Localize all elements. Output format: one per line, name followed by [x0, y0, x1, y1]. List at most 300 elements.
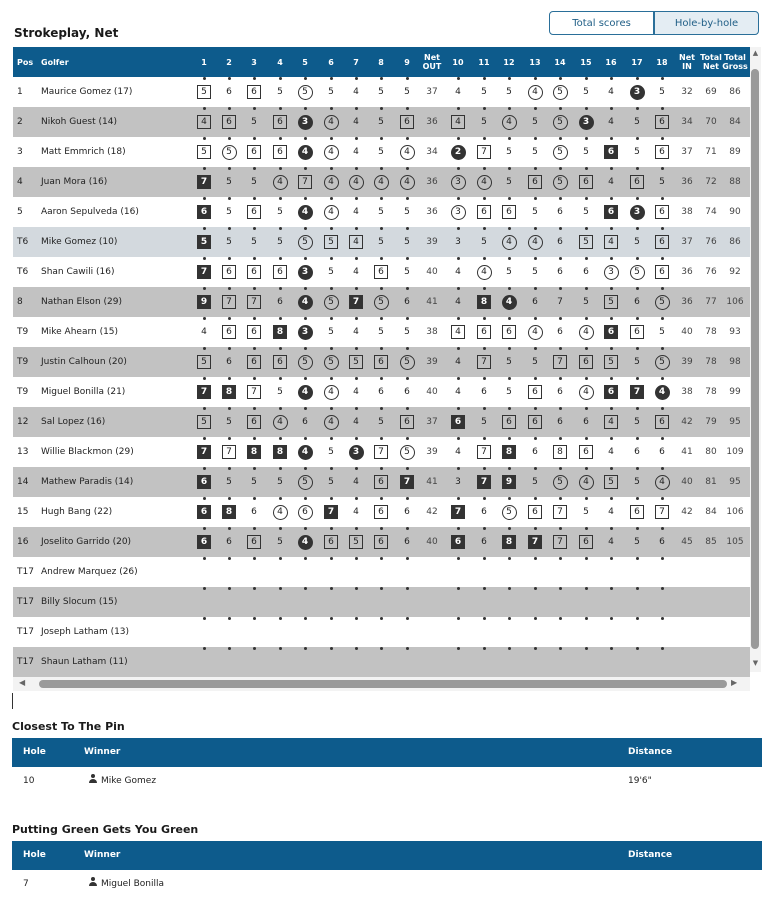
- hole-score-8: 5: [378, 87, 384, 97]
- hole-score-13: 6: [532, 447, 538, 457]
- hole-score-4: 6: [273, 145, 287, 159]
- net-in: 36: [681, 297, 693, 307]
- stroke-dot: [355, 617, 358, 620]
- hole-score-11: 6: [477, 325, 491, 339]
- golfer-name[interactable]: Hugh Bang (22): [41, 507, 113, 517]
- golfer-name[interactable]: Nathan Elson (29): [41, 297, 122, 307]
- position: 4: [17, 177, 23, 187]
- hole-score-12: 5: [502, 505, 517, 520]
- hole-score-16: 6: [604, 145, 618, 159]
- ctp-hole-header: Hole: [23, 747, 46, 757]
- stroke-dot: [508, 617, 511, 620]
- golfer-name[interactable]: Billy Slocum (15): [41, 597, 118, 607]
- horizontal-scrollbar[interactable]: [13, 677, 750, 691]
- golfer-row[interactable]: [13, 377, 750, 407]
- net-in: [675, 587, 699, 617]
- pg-title: Putting Green Gets You Green: [12, 823, 199, 836]
- net-in-header: Net IN: [679, 53, 695, 71]
- golfer-row[interactable]: [13, 227, 750, 257]
- scroll-right-icon[interactable]: ▶: [731, 678, 738, 687]
- total-gross: 98: [729, 357, 741, 367]
- hole-score-13: 4: [528, 85, 543, 100]
- stroke-dot: [406, 617, 409, 620]
- hole-score-15: 5: [583, 207, 589, 217]
- hole-score-17: 3: [630, 85, 645, 100]
- golfer-row[interactable]: [13, 527, 750, 557]
- hole-score-14: 7: [553, 355, 567, 369]
- golfer-name[interactable]: Justin Calhoun (20): [41, 357, 127, 367]
- golfer-row[interactable]: [13, 287, 750, 317]
- stroke-dot: [457, 137, 460, 140]
- hole-score-18: 5: [659, 87, 665, 97]
- hole-score-3: [246, 654, 262, 670]
- hole-score-14: 6: [557, 207, 563, 217]
- hole-score-7: 4: [349, 175, 364, 190]
- hole-score-10: 4: [455, 447, 461, 457]
- stroke-dot: [355, 587, 358, 590]
- stroke-dot: [203, 77, 206, 80]
- net-out: 40: [426, 267, 438, 277]
- golfer-name[interactable]: Sal Lopez (16): [41, 417, 106, 427]
- hole-score-14: 5: [553, 475, 568, 490]
- hole-score-12: 5: [506, 87, 512, 97]
- stroke-dot: [406, 347, 409, 350]
- total-net: 79: [705, 417, 717, 427]
- hole-score-8: 6: [374, 475, 388, 489]
- stroke-dot: [380, 167, 383, 170]
- total-gross: [723, 587, 747, 617]
- golfer-row[interactable]: [13, 407, 750, 437]
- hole-score-12: 6: [502, 415, 516, 429]
- hole-score-10: 4: [455, 87, 461, 97]
- golfer-row[interactable]: [13, 587, 750, 617]
- hole-score-15: 3: [579, 115, 594, 130]
- hole-score-16: 4: [608, 87, 614, 97]
- hole-score-5: 4: [298, 535, 313, 550]
- golfer-name[interactable]: Maurice Gomez (17): [41, 87, 133, 97]
- pg-winner-name[interactable]: Miguel Bonilla: [101, 879, 164, 889]
- total-gross: 89: [729, 147, 741, 157]
- stroke-dot: [585, 377, 588, 380]
- stroke-dot: [610, 407, 613, 410]
- hole-by-hole-button[interactable]: Hole-by-hole: [654, 11, 759, 35]
- stroke-dot: [636, 527, 639, 530]
- hole-score-13: [527, 564, 543, 580]
- stroke-dot: [330, 527, 333, 530]
- net-in: 37: [681, 147, 693, 157]
- hole-score-3: 6: [251, 507, 257, 517]
- hole-score-3: 8: [247, 445, 261, 459]
- hole-score-13: 6: [528, 505, 542, 519]
- stroke-dot: [279, 287, 282, 290]
- hole-score-12: 6: [502, 205, 516, 219]
- hole-score-8: 5: [378, 327, 384, 337]
- hole-score-14: 5: [553, 115, 568, 130]
- golfer-name[interactable]: Willie Blackmon (29): [41, 447, 134, 457]
- net-in: 36: [681, 267, 693, 277]
- hole-score-3: 5: [251, 117, 257, 127]
- stroke-dot: [534, 257, 537, 260]
- total-net: 70: [705, 117, 717, 127]
- total-net: 84: [705, 507, 717, 517]
- hole-score-5: 5: [298, 85, 313, 100]
- golfer-name[interactable]: Juan Mora (16): [41, 177, 108, 187]
- hole-score-18: 5: [659, 327, 665, 337]
- stroke-dot: [330, 647, 333, 650]
- hole-score-12: 8: [502, 535, 516, 549]
- stroke-dot: [304, 377, 307, 380]
- total-gross: 95: [729, 417, 741, 427]
- stroke-dot: [203, 137, 206, 140]
- stroke-dot: [534, 317, 537, 320]
- hole-score-15: [578, 564, 594, 580]
- golfer-name[interactable]: Nikoh Guest (14): [41, 117, 117, 127]
- hole-score-7: 3: [349, 445, 364, 460]
- hole-score-5: 4: [298, 205, 313, 220]
- scroll-down-icon[interactable]: ▼: [752, 659, 759, 667]
- stroke-dot: [661, 137, 664, 140]
- hole-score-4: 5: [277, 477, 283, 487]
- stroke-dot: [304, 347, 307, 350]
- hole-score-6: 5: [328, 327, 334, 337]
- hole-score-4: 8: [273, 325, 287, 339]
- hole-score-18: 6: [655, 235, 669, 249]
- stroke-dot: [253, 467, 256, 470]
- hole-score-1: 5: [197, 415, 211, 429]
- stroke-dot: [406, 407, 409, 410]
- stroke-dot: [330, 137, 333, 140]
- stroke-dot: [508, 197, 511, 200]
- scroll-up-icon[interactable]: ▲: [752, 49, 759, 57]
- total-net: 78: [705, 327, 717, 337]
- golfer-name[interactable]: Mathew Paradis (14): [41, 477, 134, 487]
- hole-score-4: 5: [277, 87, 283, 97]
- stroke-dot: [355, 647, 358, 650]
- stroke-dot: [483, 527, 486, 530]
- stroke-dot: [636, 77, 639, 80]
- stroke-dot: [228, 77, 231, 80]
- stroke-dot: [406, 587, 409, 590]
- hole-score-18: [654, 624, 670, 640]
- golfer-row[interactable]: [13, 107, 750, 137]
- stroke-dot: [636, 257, 639, 260]
- hole-score-2: 5: [226, 207, 232, 217]
- stroke-dot: [279, 497, 282, 500]
- pg-distance-header: Distance: [628, 850, 673, 860]
- stroke-dot: [457, 77, 460, 80]
- hole-header-7: 7: [353, 57, 359, 67]
- hole-score-4: 6: [273, 355, 287, 369]
- stroke-dot: [610, 197, 613, 200]
- golfer-name[interactable]: Mike Ahearn (15): [41, 327, 119, 337]
- hole-score-7: 4: [353, 387, 359, 397]
- hole-score-16: 3: [604, 265, 619, 280]
- hole-score-7: 4: [353, 267, 359, 277]
- hole-score-16: 4: [604, 415, 618, 429]
- golfer-row[interactable]: [13, 557, 750, 587]
- ctp-header: [12, 738, 762, 767]
- stroke-dot: [636, 197, 639, 200]
- hole-score-2: 5: [226, 477, 232, 487]
- total-net: [699, 587, 723, 617]
- stroke-dot: [610, 77, 613, 80]
- vertical-scroll-thumb[interactable]: [751, 69, 759, 649]
- stroke-dot: [380, 557, 383, 560]
- stroke-dot: [534, 557, 537, 560]
- golfer-name[interactable]: Aaron Sepulveda (16): [41, 207, 139, 217]
- stroke-dot: [508, 317, 511, 320]
- stroke-dot: [610, 227, 613, 230]
- stroke-dot: [508, 407, 511, 410]
- stroke-dot: [508, 107, 511, 110]
- ctp-winner[interactable]: [88, 767, 156, 795]
- stroke-dot: [279, 167, 282, 170]
- vertical-scrollbar[interactable]: [750, 47, 761, 672]
- hole-score-15: [578, 654, 594, 670]
- stroke-dot: [534, 437, 537, 440]
- hole-score-12: 5: [506, 177, 512, 187]
- golfer-name[interactable]: Mike Gomez (10): [41, 237, 118, 247]
- stroke-dot: [610, 647, 613, 650]
- net-out: 40: [426, 537, 438, 547]
- stroke-dot: [406, 257, 409, 260]
- pg-winner[interactable]: [88, 870, 164, 898]
- hole-score-14: 6: [557, 387, 563, 397]
- hole-score-1: 7: [197, 175, 211, 189]
- golfer-row[interactable]: [13, 347, 750, 377]
- golfer-row[interactable]: [13, 197, 750, 227]
- stroke-dot: [330, 287, 333, 290]
- stroke-dot: [585, 497, 588, 500]
- stroke-dot: [304, 287, 307, 290]
- stroke-dot: [253, 377, 256, 380]
- stroke-dot: [636, 467, 639, 470]
- stroke-dot: [585, 617, 588, 620]
- stroke-dot: [380, 617, 383, 620]
- golfer-row[interactable]: [13, 467, 750, 497]
- stroke-dot: [559, 497, 562, 500]
- hole-score-12: 5: [506, 387, 512, 397]
- hole-score-16: 4: [608, 447, 614, 457]
- hole-score-11: 7: [477, 145, 491, 159]
- hole-score-16: 5: [604, 475, 618, 489]
- stroke-dot: [380, 377, 383, 380]
- stroke-dot: [636, 587, 639, 590]
- golfer-row[interactable]: [13, 167, 750, 197]
- hole-score-2: 6: [222, 325, 236, 339]
- hole-score-12: 4: [502, 295, 517, 310]
- hole-score-6: [323, 654, 339, 670]
- stroke-dot: [203, 647, 206, 650]
- golfer-row[interactable]: [13, 617, 750, 647]
- stroke-dot: [203, 407, 206, 410]
- stroke-dot: [483, 137, 486, 140]
- stroke-dot: [203, 377, 206, 380]
- stroke-dot: [304, 407, 307, 410]
- hole-score-1: 4: [197, 115, 211, 129]
- pg-hole: 7: [23, 879, 29, 889]
- golfer-row[interactable]: [13, 137, 750, 167]
- hole-score-5: 6: [298, 505, 313, 520]
- hole-header-11: 11: [478, 57, 490, 67]
- hole-score-3: 5: [251, 177, 257, 187]
- hole-score-15: [578, 624, 594, 640]
- stroke-dot: [228, 257, 231, 260]
- stroke-dot: [279, 107, 282, 110]
- golfer-row[interactable]: [13, 77, 750, 107]
- stroke-dot: [406, 377, 409, 380]
- golfer-name[interactable]: Shan Cawili (16): [41, 267, 115, 277]
- stroke-dot: [457, 647, 460, 650]
- stroke-dot: [661, 557, 664, 560]
- stroke-dot: [559, 137, 562, 140]
- hole-score-15: 6: [583, 267, 589, 277]
- hole-score-7: 5: [349, 355, 363, 369]
- hole-score-1: 6: [197, 475, 211, 489]
- hole-score-17: 6: [630, 505, 644, 519]
- hole-score-18: 6: [655, 415, 669, 429]
- net-out: 41: [426, 477, 438, 487]
- stroke-dot: [559, 317, 562, 320]
- hole-score-11: 4: [477, 175, 492, 190]
- hole-score-3: 6: [247, 265, 261, 279]
- total-net: 69: [705, 87, 717, 97]
- stroke-dot: [483, 617, 486, 620]
- stroke-dot: [380, 197, 383, 200]
- hole-score-12: 9: [502, 475, 516, 489]
- hole-score-7: 5: [349, 535, 363, 549]
- hole-header-1: 1: [201, 57, 207, 67]
- hole-score-14: [552, 654, 568, 670]
- net-in: 37: [681, 237, 693, 247]
- golfer-name[interactable]: Andrew Marquez (26): [41, 567, 138, 577]
- stroke-dot: [457, 587, 460, 590]
- golfer-name[interactable]: Shaun Latham (11): [41, 657, 128, 667]
- hole-score-12: 4: [502, 235, 517, 250]
- hole-score-15: [578, 594, 594, 610]
- stroke-dot: [610, 527, 613, 530]
- horizontal-scroll-thumb[interactable]: [39, 680, 727, 688]
- hole-score-3: [246, 564, 262, 580]
- stroke-dot: [330, 197, 333, 200]
- hole-score-15: 4: [579, 475, 594, 490]
- stroke-dot: [253, 497, 256, 500]
- hole-score-6: 5: [324, 235, 338, 249]
- hole-score-11: 5: [481, 87, 487, 97]
- stroke-dot: [636, 287, 639, 290]
- golfer-row[interactable]: [13, 317, 750, 347]
- hole-score-8: 5: [378, 147, 384, 157]
- stroke-dot: [330, 107, 333, 110]
- position: T17: [17, 627, 34, 637]
- stroke-dot: [508, 647, 511, 650]
- hole-score-6: 5: [324, 295, 339, 310]
- stroke-dot: [380, 347, 383, 350]
- golfer-name[interactable]: Joseph Latham (13): [41, 627, 130, 637]
- hole-score-18: 6: [655, 265, 669, 279]
- hole-score-17: 5: [634, 477, 640, 487]
- net-in: 45: [681, 537, 693, 547]
- hole-score-16: [603, 624, 619, 640]
- scroll-left-icon[interactable]: ◀: [19, 678, 26, 687]
- stroke-dot: [279, 317, 282, 320]
- total-scores-button[interactable]: Total scores: [549, 11, 654, 35]
- hole-score-7: [348, 594, 364, 610]
- total-gross: 109: [726, 447, 744, 457]
- hole-score-6: 4: [324, 115, 339, 130]
- golfer-row[interactable]: [13, 257, 750, 287]
- hole-score-11: 7: [477, 445, 491, 459]
- hole-header-17: 17: [631, 57, 643, 67]
- hole-score-8: 6: [374, 265, 388, 279]
- stroke-dot: [559, 107, 562, 110]
- stroke-dot: [330, 557, 333, 560]
- hole-header-10: 10: [452, 57, 464, 67]
- golfer-row[interactable]: [13, 437, 750, 467]
- hole-score-11: 4: [477, 265, 492, 280]
- golfer-row[interactable]: [13, 647, 750, 677]
- hole-score-17: 6: [630, 325, 644, 339]
- pg-winner-header: Winner: [84, 850, 121, 860]
- stroke-dot: [636, 227, 639, 230]
- hole-score-15: 6: [579, 355, 593, 369]
- hole-score-12: 5: [506, 357, 512, 367]
- ctp-winner-header: Winner: [84, 747, 121, 757]
- hole-score-5: 6: [302, 417, 308, 427]
- total-gross: 90: [729, 207, 741, 217]
- stroke-dot: [253, 647, 256, 650]
- hole-score-1: 5: [197, 235, 211, 249]
- hole-score-14: 5: [553, 145, 568, 160]
- stroke-dot: [559, 197, 562, 200]
- hole-score-8: [373, 624, 389, 640]
- hole-score-9: 5: [400, 355, 415, 370]
- position: 1: [17, 87, 23, 97]
- net-out: 37: [426, 87, 438, 97]
- total-net: 85: [705, 537, 717, 547]
- stroke-dot: [304, 647, 307, 650]
- hole-score-1: 7: [197, 265, 211, 279]
- stroke-dot: [203, 287, 206, 290]
- stroke-dot: [253, 347, 256, 350]
- stroke-dot: [661, 647, 664, 650]
- hole-score-12: [501, 624, 517, 640]
- stroke-dot: [534, 377, 537, 380]
- stroke-dot: [585, 467, 588, 470]
- hole-score-4: 5: [277, 387, 283, 397]
- stroke-dot: [228, 317, 231, 320]
- hole-score-9: 6: [404, 297, 410, 307]
- stroke-dot: [279, 197, 282, 200]
- golfer-name[interactable]: Miguel Bonilla (21): [41, 387, 126, 397]
- hole-score-6: 5: [324, 355, 339, 370]
- hole-score-6: 5: [328, 477, 334, 487]
- stroke-dot: [228, 647, 231, 650]
- golfer-name[interactable]: Matt Emmrich (18): [41, 147, 126, 157]
- ctp-winner-name[interactable]: Mike Gomez: [101, 776, 157, 786]
- total-net: [699, 557, 723, 587]
- total-gross: [723, 647, 747, 677]
- stroke-dot: [406, 557, 409, 560]
- golfer-name[interactable]: Joselito Garrido (20): [41, 537, 132, 547]
- hole-score-13: 6: [528, 385, 542, 399]
- golfer-row[interactable]: [13, 497, 750, 527]
- stroke-dot: [228, 377, 231, 380]
- stroke-dot: [279, 557, 282, 560]
- stroke-dot: [610, 587, 613, 590]
- stroke-dot: [228, 197, 231, 200]
- hole-header-4: 4: [277, 57, 283, 67]
